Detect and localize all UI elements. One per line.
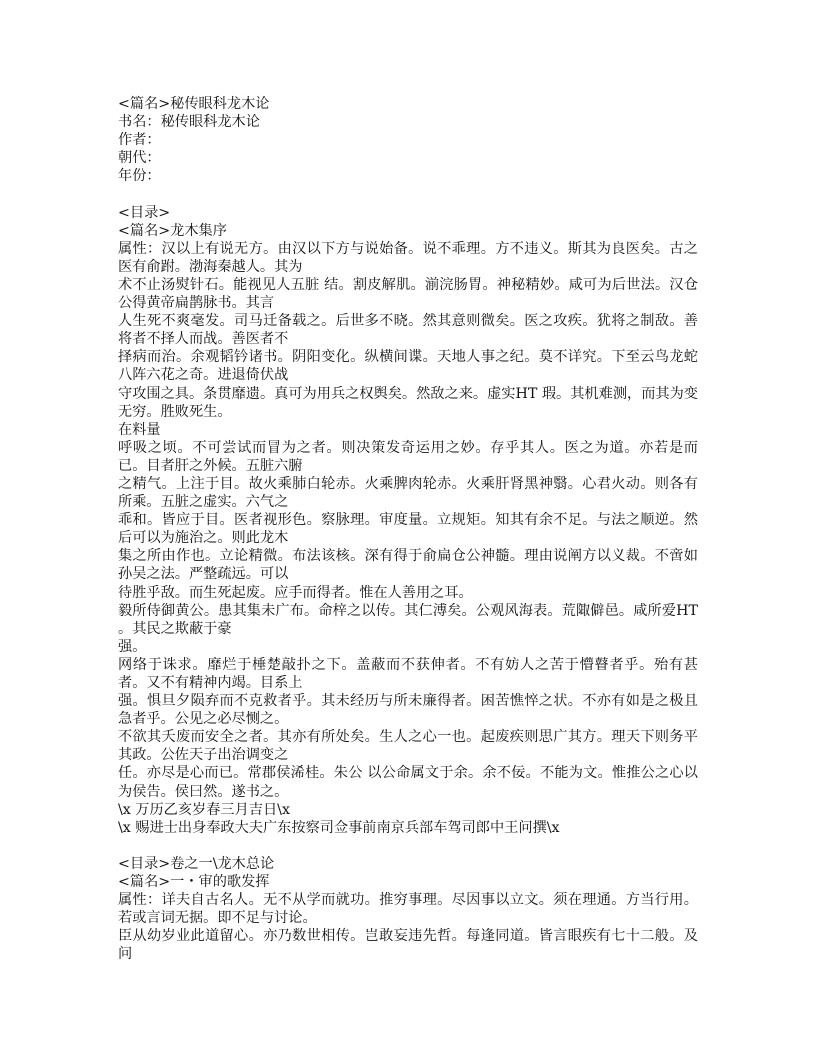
volume-paragraph: 臣从幼岁业此道留心。亦乃数世相传。岂敢妄违先哲。每逢同道。皆言眼疾有七十二般。及问 bbox=[118, 928, 698, 963]
spacer bbox=[118, 185, 698, 203]
preface-date-line: \x 万历乙亥岁春三月吉日\x bbox=[118, 801, 290, 818]
chapter-title-tag: <篇名>秘传眼科龙木论 bbox=[118, 96, 270, 112]
preface-paragraph: 呼吸之顷。不可尝试而冒为之者。则决策发奇运用之妙。存乎其人。医之为道。亦若是而已。目者肝之外候。五脏六腑 bbox=[118, 439, 698, 474]
volume-chapter-tag: <篇名>一・审的歌发挥 bbox=[118, 874, 270, 891]
preface-paragraph: 集之所由作也。立论精微。布法该核。深有得于俞扁仓公神髓。理由说阐方以义裁。不啻如孙吴之法。严整疏远。可以 bbox=[118, 548, 698, 583]
year-field: 年份： bbox=[118, 168, 161, 185]
preface-paragraph: 属性：汉以上有说无方。由汉以下方与说始备。说不乖理。方不违义。斯其为良医矣。古之医有俞跗。渤海秦越人。其为 bbox=[118, 240, 698, 275]
preface-paragraph: 守攻围之具。条贯靡遗。真可为用兵之权舆矣。然敌之来。虚实HT 瑕。其机难测，而其为变无穷。胜败死生。 bbox=[118, 385, 698, 420]
preface-paragraph: 人生死不爽毫发。司马迁备载之。后世多不晓。然其意则微矣。医之攻疾。犹将之制敌。善将者不择人而战。善医者不 bbox=[118, 313, 698, 348]
preface-paragraph: 任。亦尽是心而已。常郡侯浠桂。朱公 以公命属文于余。余不佞。不能为文。惟推公之心以为侯告。侯曰然。遂书之。 bbox=[118, 765, 698, 800]
author-field: 作者： bbox=[118, 132, 161, 149]
preface-chapter-tag: <篇名>龙木集序 bbox=[118, 222, 227, 239]
volume-toc-tag: <目录>卷之一\龙木总论 bbox=[118, 855, 275, 872]
preface-paragraph: 强。惧旦夕陨弃而不克救者乎。其未经历与所未廉得者。困苦憔悴之状。不亦有如是之极且急者乎。公见之必尽恻之。 bbox=[118, 693, 698, 728]
preface-paragraph: 网络于诛求。靡烂于棰楚敲扑之下。盖蔽而不获伸者。不有妨人之苦于懵瞽者乎。殆有甚者。又不有精神内竭。目系上 bbox=[118, 656, 698, 691]
preface-paragraph: 毅所侍御黄公。患其集未广布。命梓之以传。其仁溥矣。公观风海表。荒陬僻邑。咸所爱HT 。其民之欺蔽于豪 bbox=[118, 602, 698, 637]
toc-tag: <目录> bbox=[118, 204, 171, 221]
preface-paragraph: 在料量 bbox=[118, 421, 161, 438]
preface-paragraph: 术不止汤熨针石。能视见人五脏 结。割皮解肌。湔浣肠胃。神秘精妙。咸可为后世法。汉仓公得黄帝扁鹊脉书。其言 bbox=[118, 276, 698, 312]
preface-author-line: \x 赐进士出身奉政大夫广东按察司佥事前南京兵部车驾司郎中王问撰\x bbox=[118, 819, 560, 836]
preface-paragraph: 强。 bbox=[118, 638, 147, 655]
preface-paragraph: 乖和。皆应于目。医者视形色。察脉理。审度量。立规矩。知其有余不足。与法之顺逆。然后可以为施治之。则此龙木 bbox=[118, 512, 698, 547]
document-page bbox=[118, 95, 698, 964]
preface-paragraph: 不欲其夭废而安全之者。其亦有所处矣。生人之心一也。起废疾则思广其方。理天下则务平其政。公佐天子出治调变之 bbox=[118, 729, 698, 764]
preface-paragraph: 择病而治。余观韬钤诸书。阴阳变化。纵横间谍。天地人事之纪。莫不详究。下至云鸟龙蛇八阵六花之奇。进退倚伏战 bbox=[118, 349, 698, 384]
spacer bbox=[118, 837, 698, 855]
dynasty-field: 朝代： bbox=[118, 150, 161, 167]
volume-paragraph: 属性：详夫自古名人。无不从学而就功。推穷事理。尽因事以立文。须在理通。方当行用。若或言词无据。即不足与讨论。 bbox=[118, 892, 698, 927]
preface-paragraph: 待胜乎敌。而生死起废。应手而得者。惟在人善用之耳。 bbox=[118, 584, 473, 601]
preface-paragraph: 之精气。上注于目。故火乘肺白轮赤。火乘脾肉轮赤。火乘肝肾黑神翳。心君火动。则各有所乘。五脏之虚实。六气之 bbox=[118, 475, 698, 511]
book-name: 书名：秘传眼科龙木论 bbox=[118, 114, 260, 131]
